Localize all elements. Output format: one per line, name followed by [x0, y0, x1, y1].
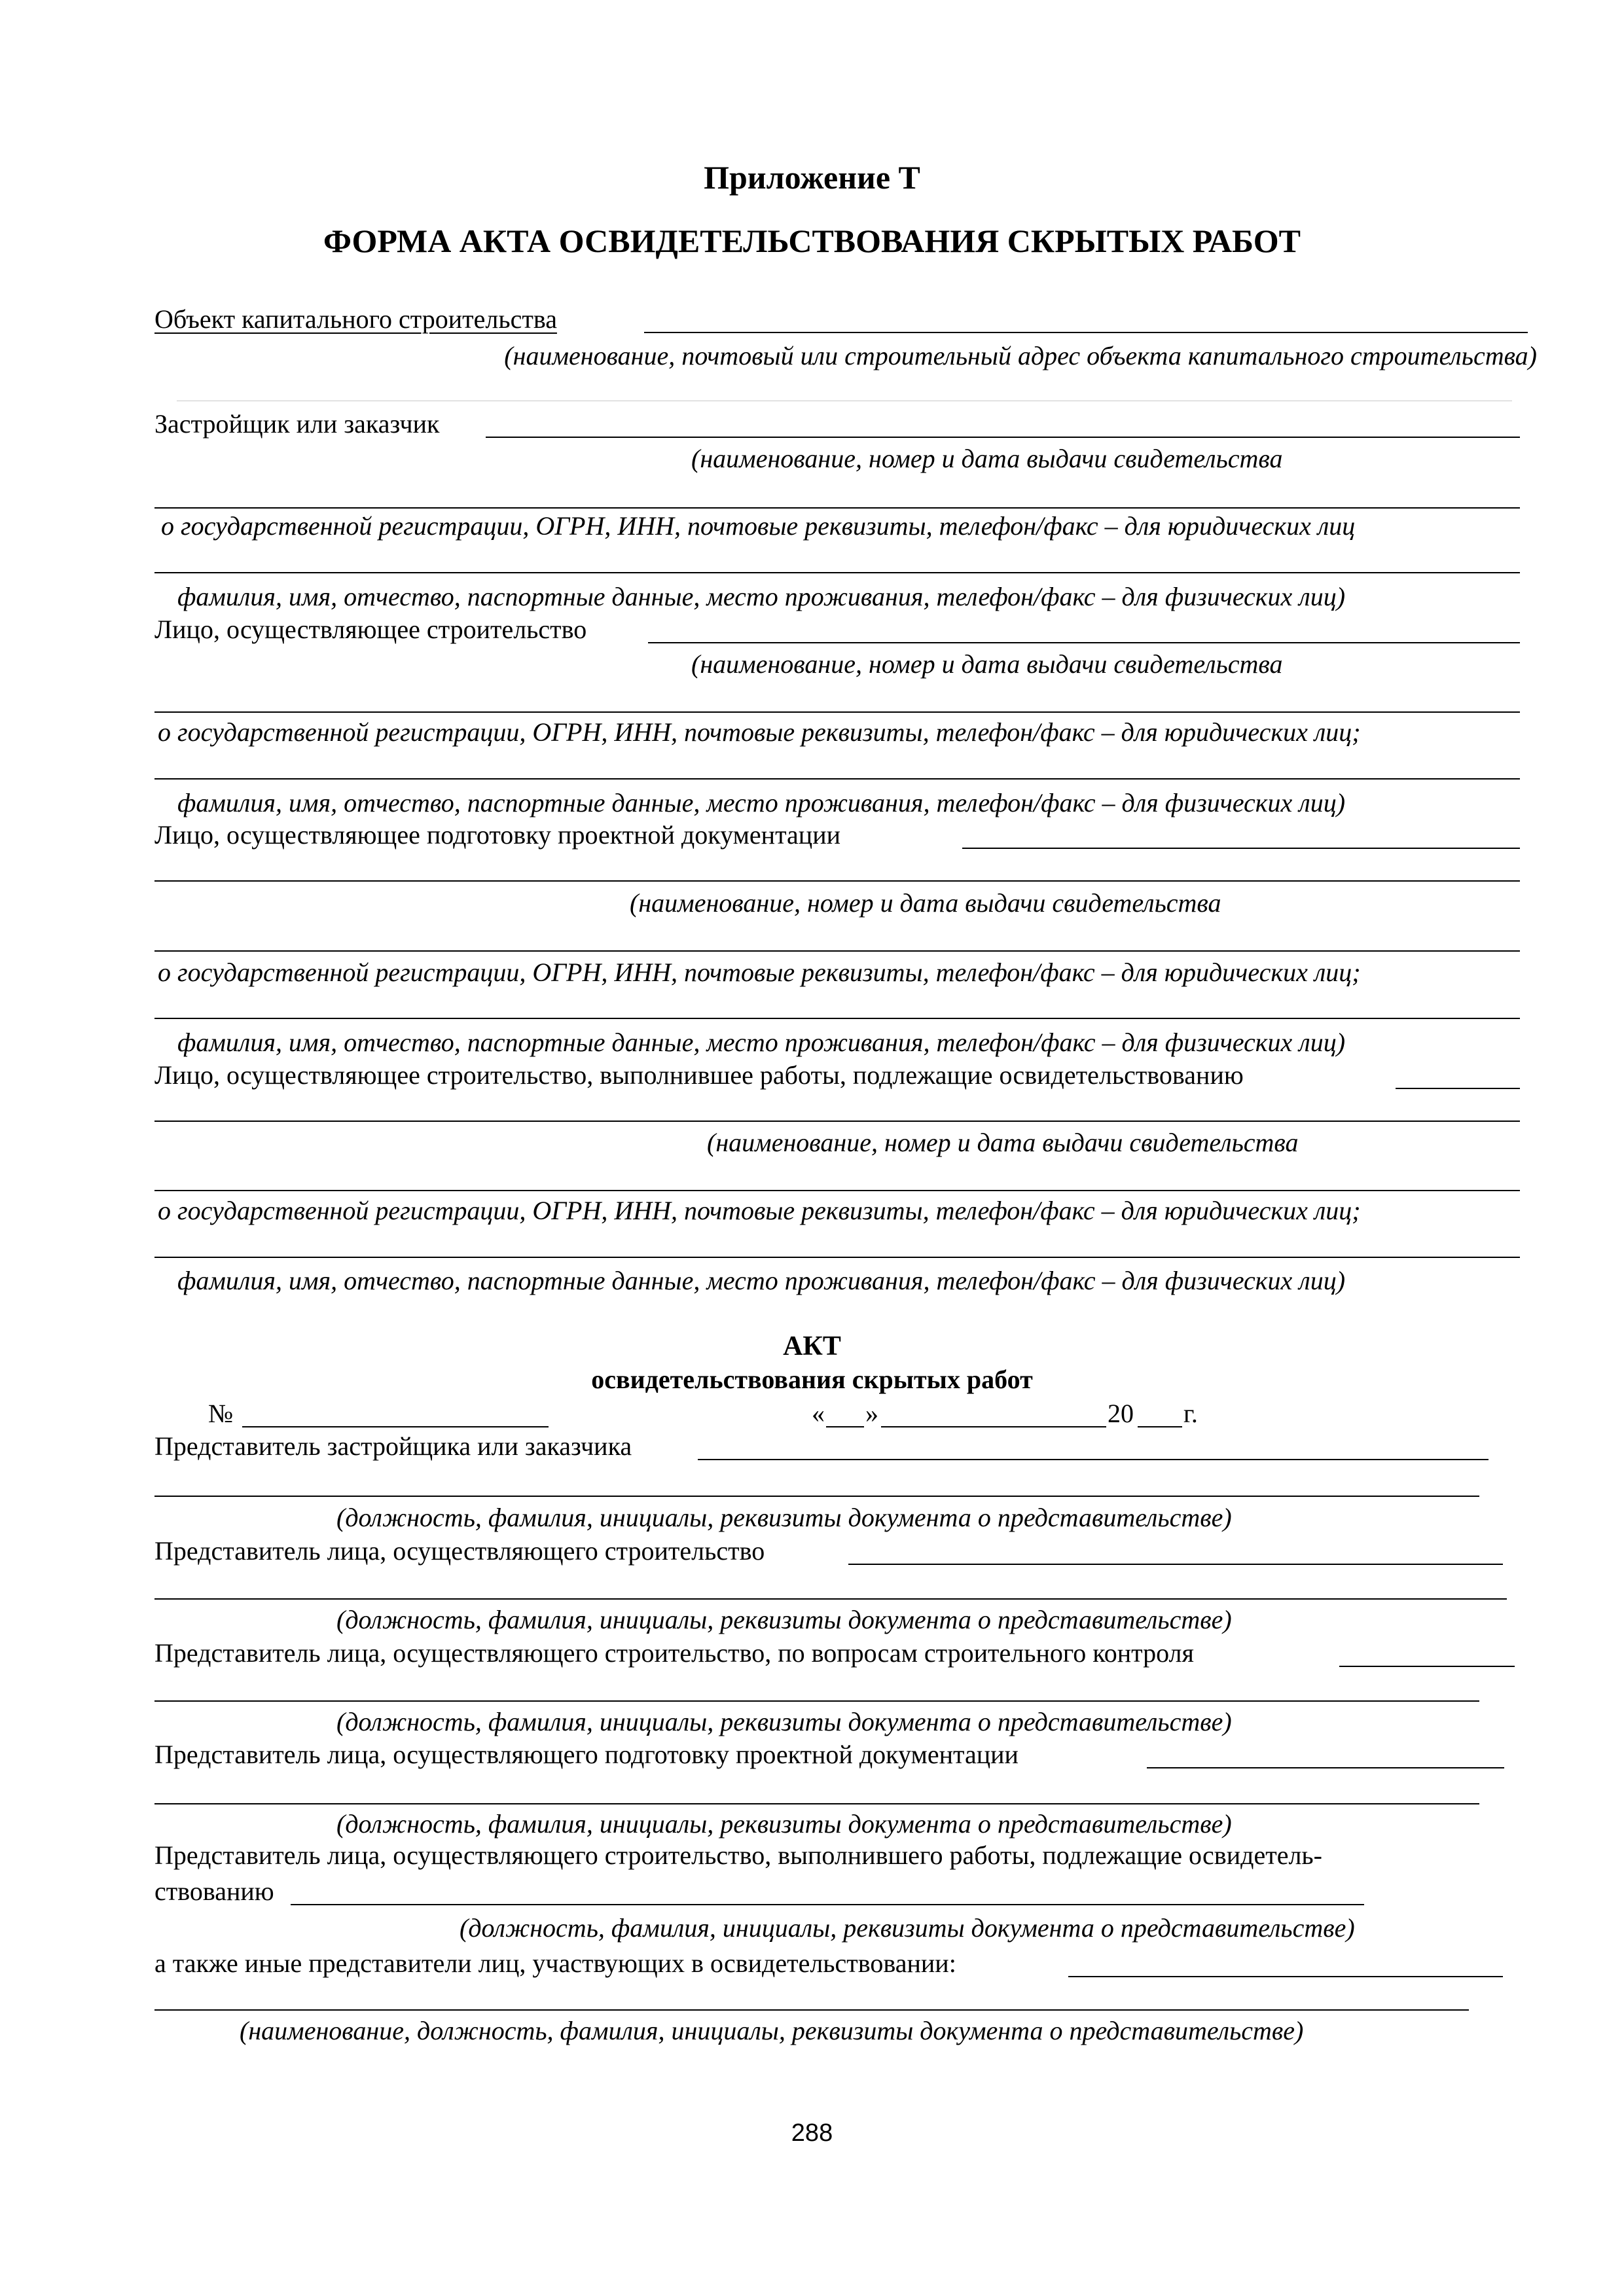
object-label: Объект капитального строительства — [154, 304, 557, 334]
date-month-field[interactable] — [881, 1426, 1106, 1427]
builder-hint-2: о государственной регистрации, ОГРН, ИНН, почтовые реквизиты, телефон/факс – для юридических лиц; — [158, 717, 1361, 747]
rep-developer-field[interactable] — [698, 1459, 1489, 1460]
developer-hint-2: о государственной регистрации, ОГРН, ИНН, почтовые реквизиты, телефон/факс – для юридических лиц — [161, 511, 1356, 541]
rep-control-field[interactable] — [1339, 1666, 1515, 1667]
performer-field-line[interactable] — [1396, 1088, 1520, 1089]
date-day-field[interactable] — [826, 1426, 864, 1427]
rep-designer-field-2[interactable] — [154, 1803, 1479, 1804]
builder-hint-1: (наименование, номер и дата выдачи свидетельства — [691, 649, 1283, 679]
performer-label: Лицо, осуществляющее строительство, выполнившее работы, подлежащие освидетельствованию — [154, 1060, 1244, 1090]
designer-field-line-4[interactable] — [154, 1018, 1520, 1019]
builder-hint-3: фамилия, имя, отчество, паспортные данные, место проживания, телефон/факс – для физических лиц) — [177, 788, 1346, 817]
page-number: 288 — [791, 2119, 833, 2147]
rep-designer-field[interactable] — [1147, 1767, 1504, 1768]
appendix-heading: Приложение Т — [704, 159, 920, 196]
object-field-line[interactable] — [644, 332, 1528, 333]
others-label: а также иные представители лиц, участвующих в освидетельствовании: — [154, 1948, 956, 1978]
developer-field-line[interactable] — [486, 437, 1520, 438]
developer-hint-1: (наименование, номер и дата выдачи свидетельства — [691, 444, 1283, 473]
rep-performer-label-1: Представитель лица, осуществляющего строительство, выполнившего работы, подлежащие освидетель- — [154, 1840, 1322, 1870]
object-hint: (наименование, почтовый или строительный адрес объекта капитального строительства) — [504, 341, 1537, 370]
designer-hint-1: (наименование, номер и дата выдачи свидетельства — [630, 888, 1221, 918]
rep-performer-hint: (должность, фамилия, инициалы, реквизиты документа о представительстве) — [460, 1913, 1355, 1943]
date-year-suffix: г. — [1183, 1399, 1198, 1428]
date-close-quote: » — [865, 1399, 878, 1428]
designer-hint-2: о государственной регистрации, ОГРН, ИНН, почтовые реквизиты, телефон/факс – для юридических лиц; — [158, 958, 1361, 987]
others-field-2[interactable] — [154, 2009, 1469, 2011]
rep-developer-hint: (должность, фамилия, инициалы, реквизиты документа о представительстве) — [336, 1503, 1232, 1532]
rep-performer-label-2: ствованию — [154, 1876, 274, 1906]
rep-builder-hint: (должность, фамилия, инициалы, реквизиты документа о представительстве) — [336, 1605, 1232, 1634]
builder-field-line-3[interactable] — [154, 778, 1520, 780]
rep-developer-label: Представитель застройщика или заказчика — [154, 1431, 632, 1461]
developer-field-line-3[interactable] — [154, 572, 1520, 573]
date-year-field[interactable] — [1138, 1426, 1182, 1427]
builder-field-line[interactable] — [648, 642, 1520, 643]
performer-hint-3: фамилия, имя, отчество, паспортные данные, место проживания, телефон/факс – для физических лиц) — [177, 1266, 1346, 1295]
form-title: ФОРМА АКТА ОСВИДЕТЕЛЬСТВОВАНИЯ СКРЫТЫХ РАБОТ — [323, 223, 1301, 259]
rep-control-field-2[interactable] — [154, 1700, 1479, 1702]
rep-performer-field[interactable] — [291, 1904, 1364, 1905]
designer-field-line-2[interactable] — [154, 880, 1520, 882]
rep-designer-hint: (должность, фамилия, инициалы, реквизиты документа о представительстве) — [336, 1809, 1232, 1839]
others-hint: (наименование, должность, фамилия, инициалы, реквизиты документа о представительстве) — [240, 2016, 1304, 2045]
date-open-quote: « — [812, 1399, 825, 1428]
act-subtitle: освидетельствования скрытых работ — [591, 1365, 1033, 1394]
others-field[interactable] — [1068, 1976, 1503, 1977]
builder-label: Лицо, осуществляющее строительство — [154, 615, 587, 644]
act-title: АКТ — [783, 1331, 841, 1361]
performer-field-line-4[interactable] — [154, 1257, 1520, 1258]
performer-hint-2: о государственной регистрации, ОГРН, ИНН, почтовые реквизиты, телефон/факс – для юридических лиц; — [158, 1196, 1361, 1225]
performer-field-line-3[interactable] — [154, 1190, 1520, 1191]
rep-control-hint: (должность, фамилия, инициалы, реквизиты документа о представительстве) — [336, 1707, 1232, 1736]
developer-field-line-2[interactable] — [154, 507, 1520, 509]
date-year-prefix: 20 — [1108, 1399, 1134, 1428]
designer-field-line[interactable] — [962, 848, 1520, 849]
performer-hint-1: (наименование, номер и дата выдачи свидетельства — [707, 1128, 1299, 1157]
performer-field-line-2[interactable] — [154, 1121, 1520, 1122]
developer-hint-3: фамилия, имя, отчество, паспортные данные, место проживания, телефон/факс – для физических лиц) — [177, 582, 1346, 611]
designer-field-line-3[interactable] — [154, 950, 1520, 952]
act-number-sign: № — [208, 1399, 234, 1428]
builder-field-line-2[interactable] — [154, 711, 1520, 713]
rep-builder-label: Представитель лица, осуществляющего строительство — [154, 1536, 765, 1566]
rep-developer-field-2[interactable] — [154, 1496, 1479, 1497]
designer-label: Лицо, осуществляющее подготовку проектной документации — [154, 820, 841, 850]
designer-hint-3: фамилия, имя, отчество, паспортные данные, место проживания, телефон/факс – для физических лиц) — [177, 1028, 1346, 1057]
rep-control-label: Представитель лица, осуществляющего строительство, по вопросам строительного контроля — [154, 1638, 1194, 1668]
rep-designer-label: Представитель лица, осуществляющего подготовку проектной документации — [154, 1740, 1019, 1769]
act-number-field[interactable] — [242, 1426, 549, 1427]
rep-builder-field[interactable] — [848, 1564, 1503, 1565]
rep-builder-field-2[interactable] — [154, 1598, 1507, 1600]
developer-label: Застройщик или заказчик — [154, 409, 440, 439]
